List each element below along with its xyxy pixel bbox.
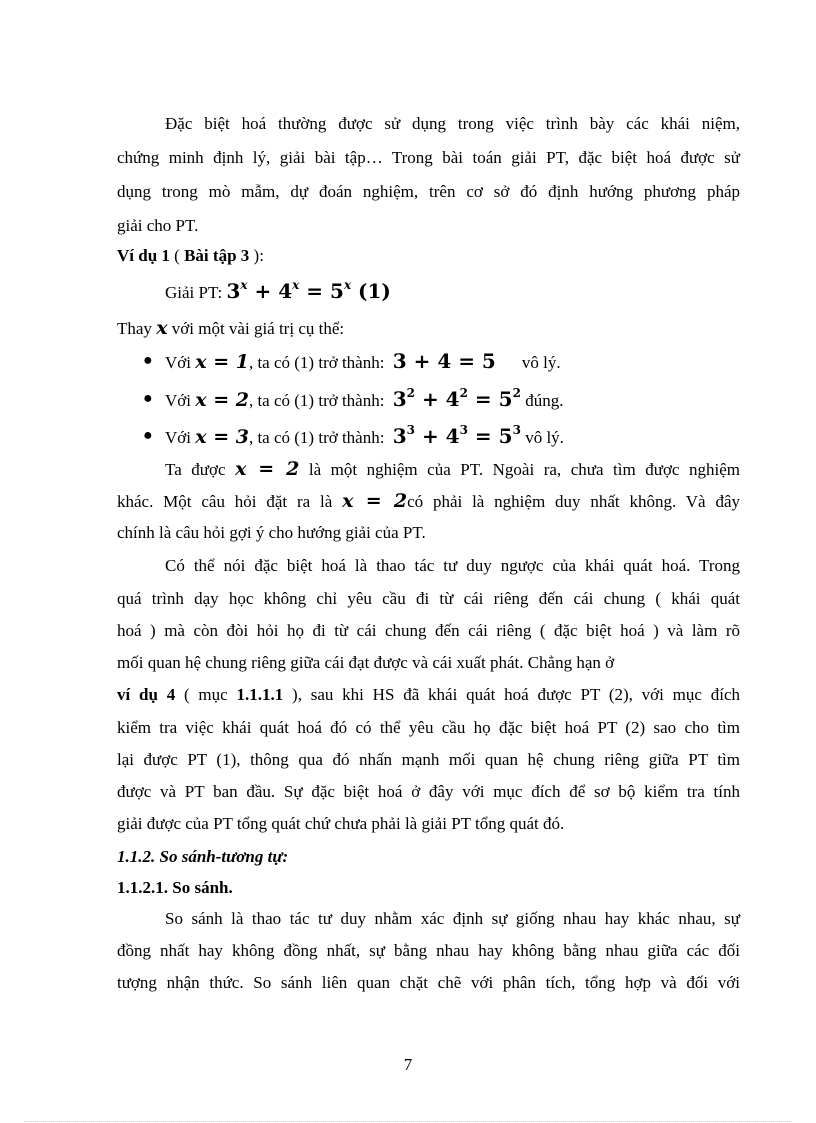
replace-line: Thay x với một vài giá trị cụ thể:: [117, 317, 345, 339]
p1-line-1: Đặc biệt hoá thường được sử dụng trong việc trình bày các khái niệm,: [165, 114, 740, 133]
page-number: 7: [403, 1055, 413, 1074]
subsection-heading: 1.1.2.1. So sánh.: [117, 878, 233, 897]
p2-line-1: Ta được x = 2 là một nghiệm của PT. Ngoài ra, chưa tìm được nghiệm: [165, 458, 741, 480]
bullet-icon: ●: [143, 352, 153, 369]
p2-line-3: chính là câu hỏi gợi ý cho hướng giải của PT.: [117, 523, 426, 542]
bullet-icon: ●: [143, 427, 153, 444]
p3-line-4: mối quan hệ chung riêng giữa cái đạt được và cái xuất phát. Chẳng hạn ở: [117, 653, 615, 672]
example-1-heading: Ví dụ 1 ( Bài tập 3 ):: [117, 246, 264, 265]
bullet-icon: ●: [143, 390, 153, 407]
case-1: Với x = 1, ta có (1) trở thành: 3 + 4 = 5 vô lý.: [165, 349, 561, 373]
p1-line-3: dụng trong mò mẫm, dự đoán nghiệm, trên cơ sở đó định hướng phương pháp: [117, 182, 740, 201]
section-heading: 1.1.2. So sánh-tương tự:: [117, 847, 289, 866]
p4-line-2: đồng nhất hay không đồng nhất, sự bằng nhau hay không bằng nhau giữa các đối: [117, 941, 740, 960]
p3-line-8: được và PT ban đầu. Sự đặc biệt hoá ở đây với mục đích để sơ bộ kiểm tra tính: [117, 782, 740, 801]
p3-line-1: Có thể nói đặc biệt hoá là thao tác tư duy ngược của khái quát hoá. Trong: [165, 556, 740, 575]
p1-line-4: giải cho PT.: [117, 216, 199, 235]
case-3: Với x = 3, ta có (1) trở thành: $3^3 + 4^3 = 5^3$ vô lý.: [165, 423, 564, 448]
p3-line-9: giải được của PT tổng quát chứ chưa phải là giải PT tổng quát đó.: [117, 814, 565, 833]
p2-line-2: khác. Một câu hỏi đặt ra là x = 2có phải là nghiệm duy nhất không. Và đây: [117, 490, 740, 512]
p3-line-7: lại được PT (1), thông qua đó nhấn mạnh mối quan hệ chung riêng giữa PT tìm: [117, 750, 740, 769]
equation-1: Giải PT: $3^x + 4^x = 5^x$ (1): [165, 278, 391, 303]
p3-line-5: ví dụ 4 ( mục 1.1.1.1 ), sau khi HS đã khái quát hoá được PT (2), với mục đích: [117, 685, 740, 704]
case-2: Với x = 2, ta có (1) trở thành: $3^2 + 4^2 = 5^2$ đúng.: [165, 386, 564, 411]
page-bottom-divider: [24, 1121, 792, 1122]
p3-line-6: kiểm tra việc khái quát hoá đó có thể yêu cầu họ đặc biệt hoá PT (2) sao cho tìm: [117, 718, 740, 737]
p3-line-2: quá trình dạy học không chỉ yêu cầu đi từ cái riêng đến cái chung ( khái quát: [117, 589, 740, 608]
p1-line-2: chứng minh định lý, giải bài tập… Trong bài toán giải PT, đặc biệt hoá được sử: [117, 148, 740, 167]
exercise-label: Bài tập 3: [184, 246, 250, 265]
p4-line-1: So sánh là thao tác tư duy nhằm xác định sự giống nhau hay khác nhau, sự: [165, 909, 740, 928]
p4-line-3: tượng nhận thức. So sánh liên quan chặt chẽ với phân tích, tổng hợp và đối với: [117, 973, 740, 992]
example-label: Ví dụ 1: [117, 246, 170, 265]
p3-line-3: hoá ) mà còn đòi hỏi họ đi từ cái chung đến cái riêng ( đặc biệt hoá ) và làm rõ: [117, 621, 740, 640]
